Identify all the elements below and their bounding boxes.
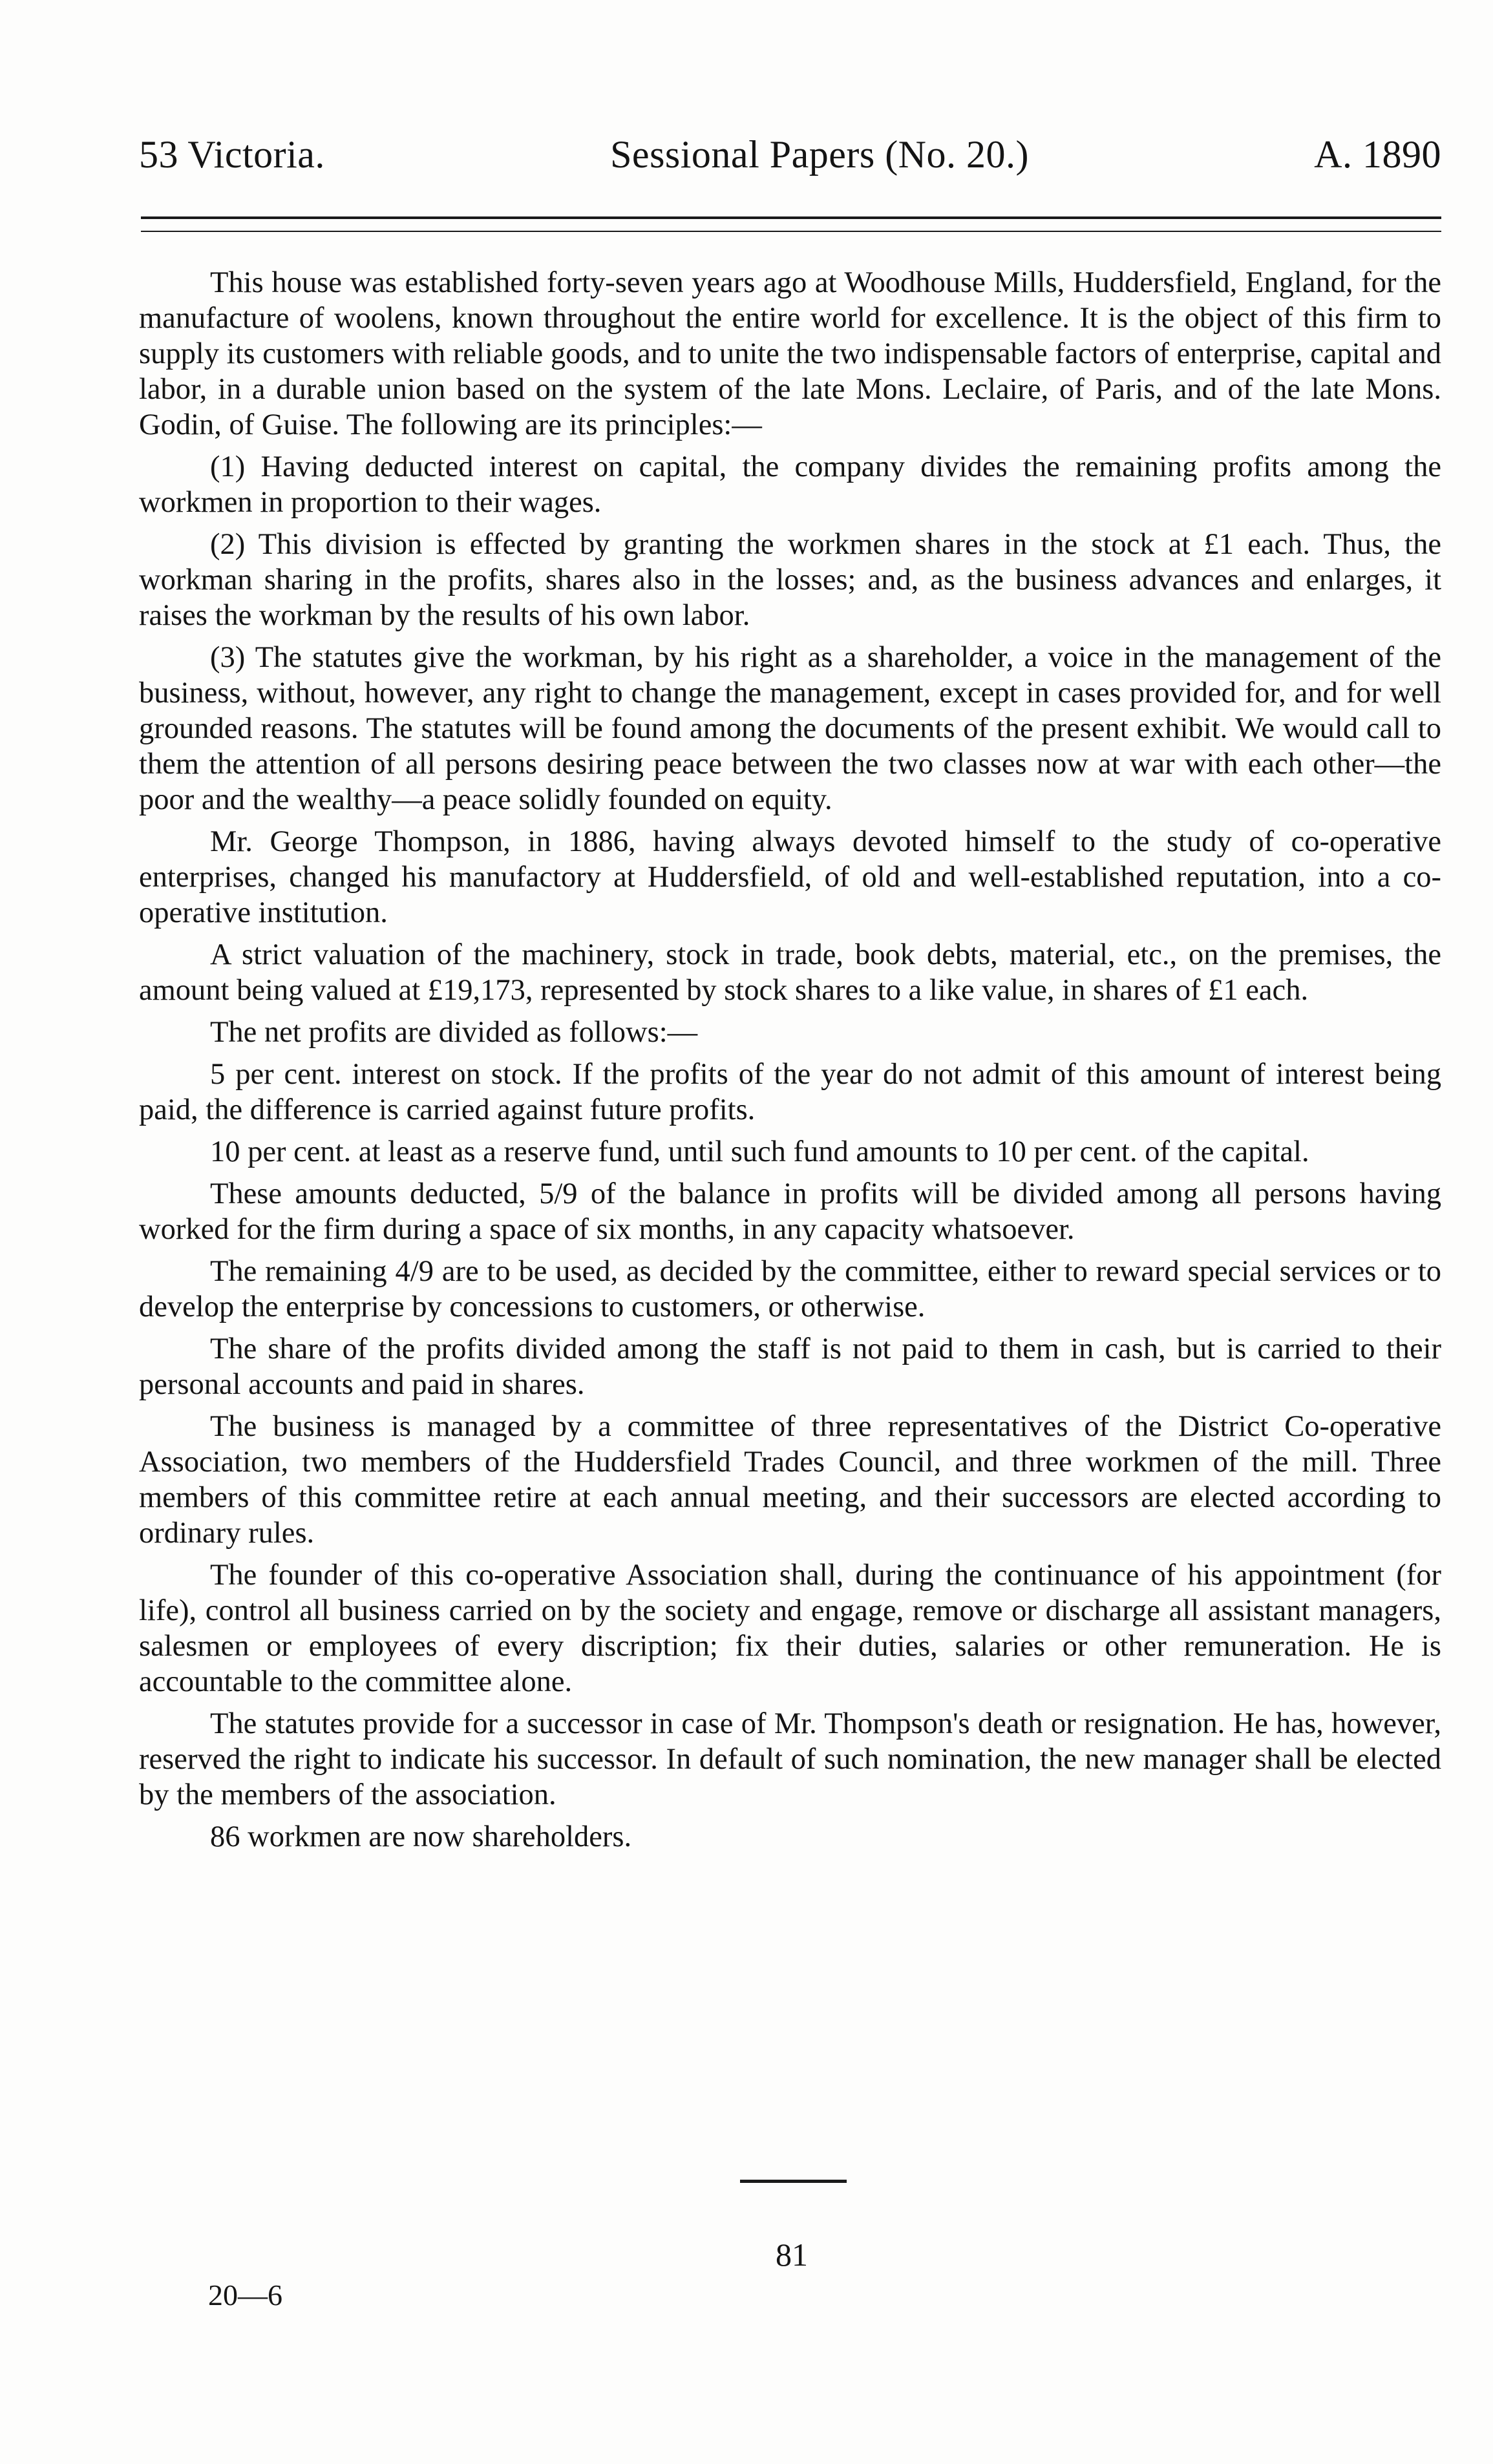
paragraph-valuation: A strict valuation of the machinery, stock in trade, book debts, material, etc., on the premises, the amount being valued at £19,173, represented by stock shares to a like value, in shares of £1 each.: [139, 938, 1441, 1007]
page-number: 81: [776, 2237, 808, 2273]
header-title: Sessional Papers (No. 20.): [610, 133, 1029, 176]
body-text: [139, 265, 1441, 1861]
running-head: [139, 132, 1441, 184]
header-rule-thin: [141, 231, 1441, 232]
header-rule-thick: [141, 216, 1441, 219]
paragraph-principle-3: (3) The statutes give the workman, by his right as a shareholder, a voice in the management of the business, without, however, any right to change the management, except in cases provided for, and for well grounded reasons. The statutes will be found among the documents of the present exhibit. We would call to them the attention of all persons desiring peace between the two classes now at war with each other—the poor and the wealthy—a peace solidly founded on equity.: [139, 641, 1441, 816]
paragraph-reserve: 10 per cent. at least as a reserve fund, until such fund amounts to 10 per cent. of the capital.: [210, 1135, 1309, 1168]
paragraph-committee: The business is managed by a committee of three representatives of the District Co-operative Association, two members of the Huddersfield Trades Council, and three workmen of the mill. Three members of this committee retire at each annual meeting, and their successors are elected according to ordinary rules.: [139, 1410, 1441, 1550]
paragraph-successor: The statutes provide for a successor in case of Mr. Thompson's death or resignation. He has, however, reserved the right to indicate his successor. In default of such nomination, the new manager shall be elected by the members of the association.: [139, 1707, 1441, 1811]
paragraph-intro: This house was established forty-seven years ago at Woodhouse Mills, Huddersfield, England, for the manufacture of woolens, known throughout the entire world for excellence. It is the object of this firm to supply its customers with reliable goods, and to unite the two indispensable factors of enterprise, capital and labor, in a durable union based on the system of the late Mons. Leclaire, of Paris, and of the late Mons. Godin, of Guise. The following are its principles:—: [139, 266, 1441, 441]
paragraph-balance-division: These amounts deducted, 5/9 of the balance in profits will be divided among all persons having worked for the firm during a space of six months, in any capacity whatsoever.: [139, 1177, 1441, 1246]
paragraph-interest: 5 per cent. interest on stock. If the profits of the year do not admit of this amount of interest being paid, the difference is carried against future profits.: [139, 1058, 1441, 1126]
paragraph-thompson: Mr. George Thompson, in 1886, having always devoted himself to the study of co-operative enterprises, changed his manufactory at Huddersfield, of old and well-established reputation, into a co-operative institution.: [139, 825, 1441, 929]
header-session: 53 Victoria.: [139, 133, 325, 176]
paragraph-shareholders: 86 workmen are now shareholders.: [210, 1820, 632, 1853]
paragraph-remaining: The remaining 4/9 are to be used, as decided by the committee, either to reward special services or to develop the enterprise by concessions to customers, or otherwise.: [139, 1255, 1441, 1323]
header-year: A. 1890: [1314, 133, 1441, 176]
paragraph-staff-share: The share of the profits divided among the staff is not paid to them in cash, but is carried to their personal accounts and paid in shares.: [139, 1332, 1441, 1401]
signature-mark: 20—6: [208, 2279, 282, 2311]
paragraph-net-profits: The net profits are divided as follows:—: [210, 1016, 698, 1049]
paragraph-principle-1: (1) Having deducted interest on capital, the company divides the remaining profits among the workmen in proportion to their wages.: [139, 450, 1441, 519]
paragraph-founder: The founder of this co-operative Association shall, during the continuance of his appointment (for life), control all business carried on by the society and engage, remove or discharge all assistant managers, salesmen or employees of every discription; fix their duties, salaries or other remuneration. He is accountable to the committee alone.: [139, 1559, 1441, 1698]
paragraph-principle-2: (2) This division is effected by granting the workmen shares in the stock at £1 each. Thus, the workman sharing in the profits, shares also in the losses; and, as the business advances and enlarges, it raises the workman by the results of his own labor.: [139, 528, 1441, 632]
end-rule: [740, 2180, 847, 2183]
